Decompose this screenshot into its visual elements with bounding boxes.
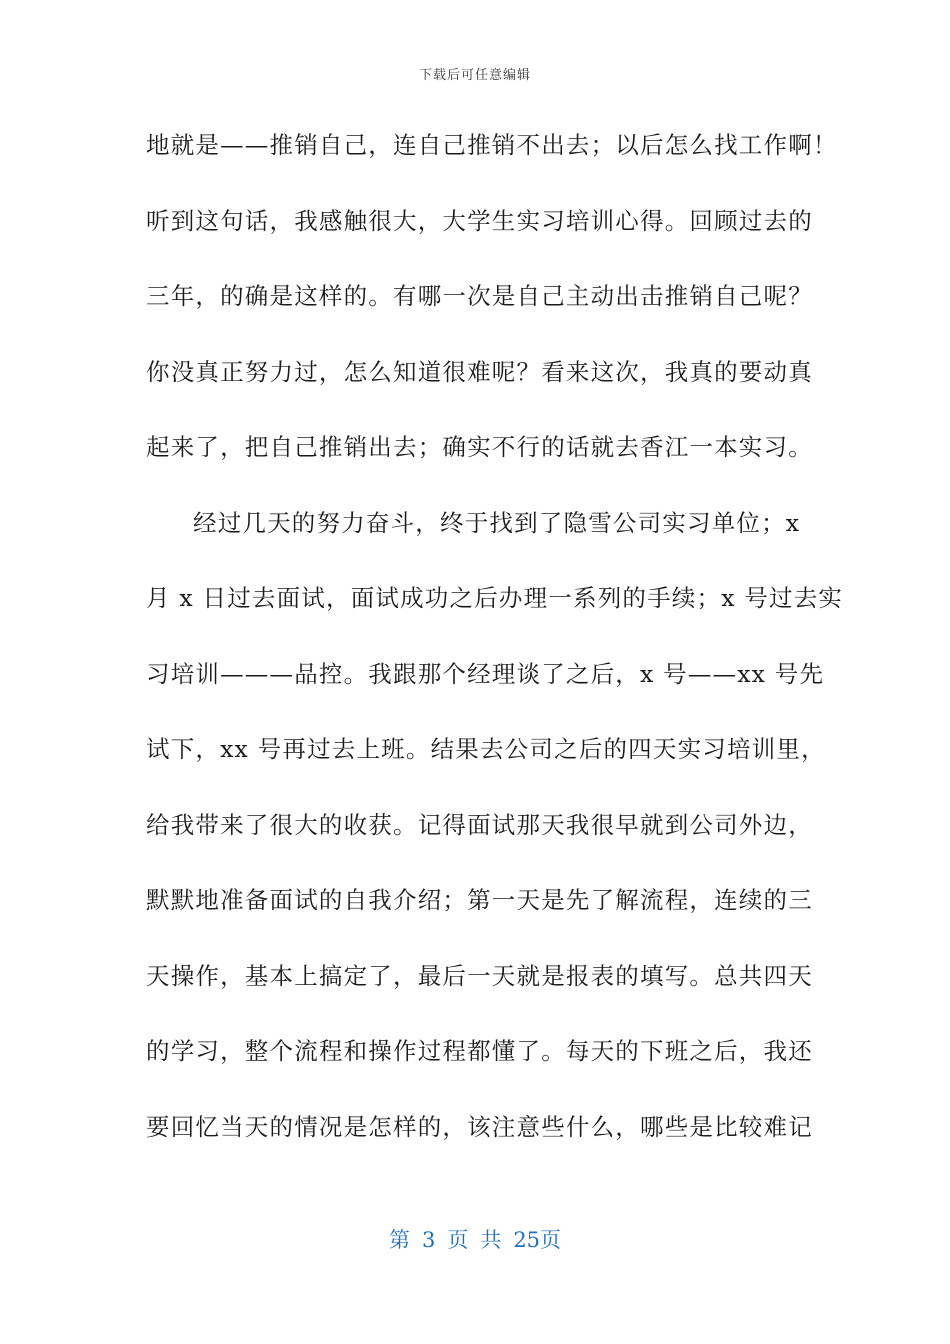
footer-label-page: 第 <box>388 1228 410 1252</box>
footer-label-total-unit: 页 <box>540 1228 562 1252</box>
text-line: 你没真正努力过，怎么知道很难呢？看来这次，我真的要动真 <box>146 357 813 386</box>
total-pages-number: 25 <box>513 1228 541 1252</box>
text-line: 地就是——推销自己，连自己推销不出去；以后怎么找工作啊！ <box>146 131 838 159</box>
text-line: 三年，的确是这样的。有哪一次是自己主动出击推销自己呢？ <box>146 282 813 310</box>
page-header: 下载后可任意编辑 <box>418 68 531 83</box>
text-line: 试下，xx 号再过去上班。结果去公司之后的四天实习培训里， <box>146 735 826 763</box>
text-line: 的学习，整个流程和操作过程都懂了。每天的下班之后，我还 <box>146 1037 813 1065</box>
text-line: 听到这句话，我感触很大，大学生实习培训心得。回顾过去的 <box>146 206 813 235</box>
text-line: 天操作，基本上搞定了，最后一天就是报表的填写。总共四天 <box>146 961 813 990</box>
text-line: 起来了，把自己推销出去；确实不行的话就去香江一本实习。 <box>146 433 813 461</box>
text-line: 习培训———品控。我跟那个经理谈了之后，x 号——xx 号先 <box>146 659 825 688</box>
paragraph-start-line: 经过几天的努力奋斗，终于找到了隐雪公司实习单位；x <box>193 508 801 537</box>
text-line: 月 x 日过去面试，面试成功之后办理一系列的手续；x 号过去实 <box>146 584 844 612</box>
footer-label-total: 共 <box>480 1228 502 1252</box>
footer-label-page-unit: 页 <box>447 1228 469 1252</box>
text-line: 给我带来了很大的收获。记得面试那天我很早就到公司外边， <box>146 810 813 839</box>
current-page-number: 3 <box>421 1228 436 1252</box>
page-number-footer <box>0 1224 950 1254</box>
text-line: 要回忆当天的情况是怎样的，该注意些什么，哪些是比较难记 <box>146 1112 813 1141</box>
text-line: 默默地准备面试的自我介绍；第一天是先了解流程，连续的三 <box>146 886 813 914</box>
document-body <box>146 120 844 1177</box>
